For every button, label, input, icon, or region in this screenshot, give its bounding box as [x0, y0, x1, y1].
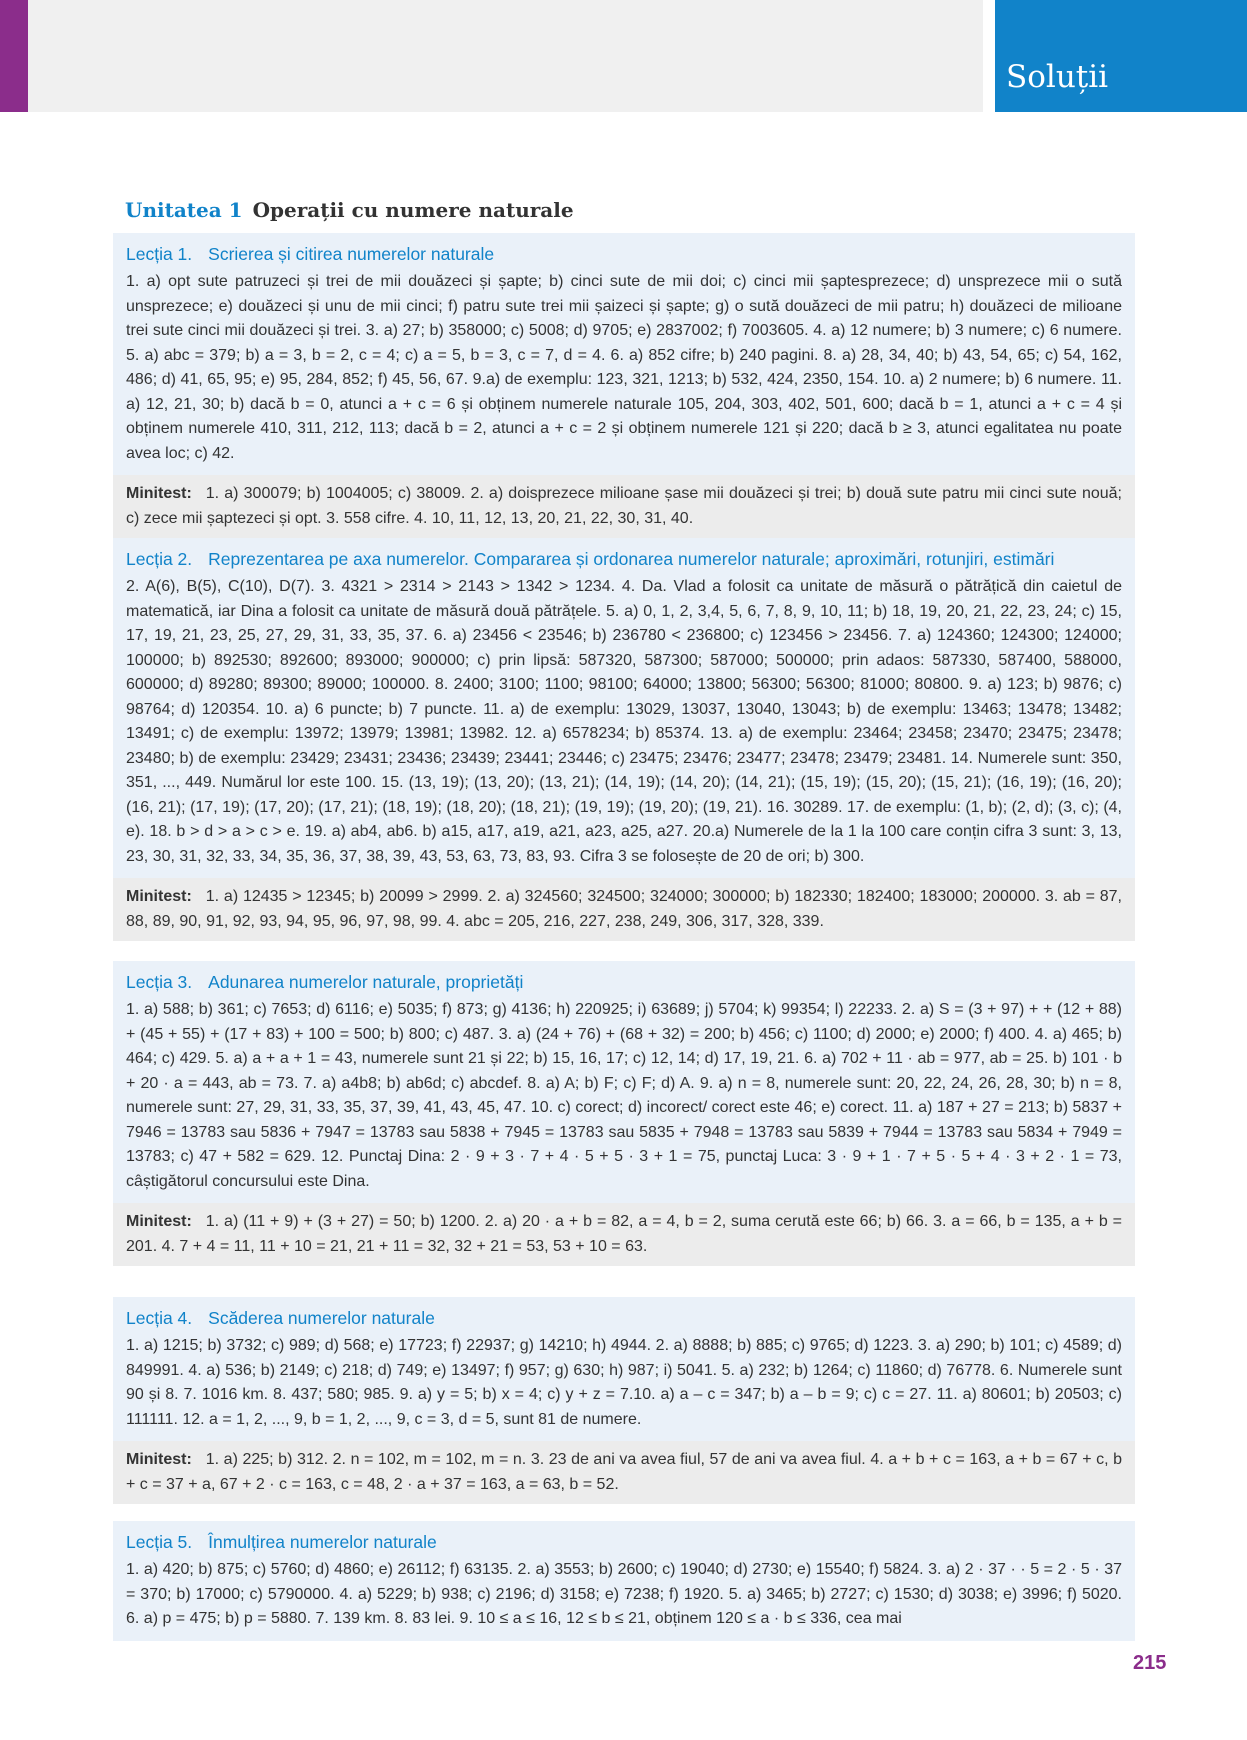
lesson-5-answers: 1. a) 420; b) 875; c) 5760; d) 4860; e) 26112; f) 63135. 2. a) 3553; b) 2600; c) 19040; d) 2730; e) 15540; f) 5824. 3. a) 2 · 37 · · 5 = 2 · 5 · 37 = 370; b) 17000; c) 5790000. 4. a) 5229; b) 938; c) 2196; d) 3158; e) 7238; f) 1920. 5. a) 3465; b) 2727; c) 1530; d) 3038; e) 3996; f) 5020. 6. a) p = 475; b) p = 5880. 7. 139 km. 8. 83 lei. 9. 10 ≤ a ≤ 16, 12 ≤ b ≤ 21, obținem 120 ≤ a · b ≤ 336, cea mai — [126, 1561, 1122, 1627]
lesson-1-label: Lecția 1. — [126, 244, 193, 264]
lesson-3-answers: 1. a) 588; b) 361; c) 7653; d) 6116; e) 5035; f) 873; g) 4136; h) 220925; i) 63689; j) 5704; k) 99354; l) 22233. 2. a) S = (3 + 97) + + (12 + 88) + (45 + 55) + (17 + 83) + 100 = 500; b) 800; c) 487. 3. a) (24 + 76) + (68 + 32) = 200; b) 456; c) 1100; d) 2000; e) 2000; f) 400. 4. a) 465; b) 464; c) 429. 5. a) a + a + 1 = 43, numerele sunt 21 și 22; b) 15, 16, 17; c) 12, 14; d) 17, 19, 21. 6. a) 702 + 11 · ab = 977, ab = 25. b) 101 · b + 20 · a = 443, ab = 73. 7. a) a4b8; b) ab6d; c) abcdef. 8. a) A; b) F; c) F; d) A. 9. a) n = 8, numerele sunt: 20, 22, 24, 26, 28, 30; b) n = 8, numerele sunt: 27, 29, 31, 33, 35, 37, 39, 41, 43, 45, 47. 10. c) corect; d) incorect/ corect este 46; e) corect. 11. a) 187 + 27 = 213; b) 5837 + 7946 = 13783 sau 5836 + 7947 = 13783 sau 5838 + 7945 = 13783 sau 5835 + 7948 = 13783 sau 5839 + 7944 = 13783 sau 5834 + 7949 = 13783; c) 47 + 582 = 629. 12. Punctaj Dina: 2 · 9 + 3 · 7 + 4 · 5 + 5 · 3 + 1 = 75, punctaj Luca: 3 · 9 + 1 · 7 + 5 · 5 + 4 · 3 + 2 · 1 = 73, câștigătorul concursului este Dina. — [126, 1001, 1122, 1190]
lesson-5-label: Lecția 5. — [126, 1532, 193, 1552]
unit-title: Operații cu numere naturale — [252, 198, 574, 222]
lesson-4 — [113, 1297, 1135, 1504]
unit-label: Unitatea 1 — [125, 198, 243, 222]
unit-heading — [125, 198, 574, 222]
lesson-1-answers: 1. a) opt sute patruzeci și trei de mii douăzeci și șapte; b) cinci sute de mii doi; c) cinci mii șaptesprezece; d) unsprezece mii o sută unsprezece; e) douăzeci și unu de mii cinci; f) patru sute trei mii șaizeci și șapte; g) o sută douăzeci de mii patru; h) douăzeci de milioane trei sute cinci mii douăzeci și trei. 3. a) 27; b) 358000; c) 5008; d) 9705; e) 2837002; f) 7003605. 4. a) 12 numere; b) 3 numere; c) 6 numere. 5. a) abc = 379; b) a = 3, b = 2, c = 4; c) a = 5, b = 3, c = 7, d = 4. 6. a) 852 cifre; b) 240 pagini. 8. a) 28, 34, 40; b) 43, 54, 65; c) 54, 162, 486; d) 41, 65, 95; e) 95, 284, 852; f) 45, 56, 67. 9.a) de exemplu: 123, 321, 1213; b) 532, 424, 2350, 154. 10. a) 2 numere; b) 6 numere. 11. a) 12, 21, 30; b) dacă b = 0, atunci a + c = 6 și obținem numerele naturale 105, 204, 303, 402, 501, 600; dacă b = 1, atunci a + c = 4 și obținem numerele 410, 311, 212, 113; dacă b = 2, atunci a + c = 2 și obținem numerele 121 și 220; dacă b ≥ 3, atunci egalitatea nu poate avea loc; c) 42. — [126, 273, 1122, 462]
page-number: 215 — [1133, 1652, 1167, 1674]
lesson-2-title-text: Reprezentarea pe axa numerelor. Compararea și ordonarea numerelor naturale; aproximări, rotunjiri, estimări — [208, 549, 1055, 569]
lesson-1-title — [126, 242, 1122, 266]
lesson-3-body — [113, 961, 1135, 1203]
lesson-1-body — [113, 233, 1135, 475]
minitest-label: Minitest: — [126, 888, 192, 905]
lesson-2-label: Lecția 2. — [126, 549, 193, 569]
lesson-3-minitest — [113, 1203, 1135, 1266]
minitest-label: Minitest: — [126, 485, 192, 502]
lesson-5 — [113, 1521, 1135, 1641]
lesson-5-title-text: Înmulțirea numerelor naturale — [208, 1532, 437, 1552]
minitest-label: Minitest: — [126, 1213, 192, 1230]
lesson-2-minitest — [113, 878, 1135, 941]
header-band — [28, 0, 983, 112]
minitest-answers: 1. a) 300079; b) 1004005; c) 38009. 2. a) doisprezece milioane șase mii douăzeci și trei; b) două sute patru mii cinci sute nouă; c) zece mii șaptezeci și opt. 3. 558 cifre. 4. 10, 11, 12, 13, 20, 21, 22, 30, 31, 40. — [126, 485, 1122, 527]
lesson-1 — [113, 233, 1135, 538]
lesson-3 — [113, 961, 1135, 1266]
top-left-accent-strip — [0, 0, 28, 112]
lesson-3-label: Lecția 3. — [126, 972, 193, 992]
lesson-4-label: Lecția 4. — [126, 1308, 193, 1328]
lesson-2-answers: 2. A(6), B(5), C(10), D(7). 3. 4321 > 2314 > 2143 > 1342 > 1234. 4. Da. Vlad a folosit ca unitate de măsură o pătrățică din caietul de matematică, iar Dina a folosit ca unitate de măsură două pătrățele. 5. a) 0, 1, 2, 3,4, 5, 6, 7, 8, 9, 10, 11; b) 18, 19, 20, 21, 22, 23, 24; c) 15, 17, 19, 21, 23, 25, 27, 29, 31, 33, 35, 37. 6. a) 23456 < 23546; b) 236780 < 236800; c) 123456 > 23456. 7. a) 124360; 124300; 124000; 100000; b) 892530; 892600; 893000; 900000; c) prin lipsă: 587320, 587300; 587000; 500000; prin adaos: 587330, 587400, 588000, 600000; d) 89280; 89300; 89000; 100000. 8. 2400; 3100; 1100; 98100; 64000; 13800; 56300; 56300; 81000; 80800. 9. a) 123; b) 9876; c) 98764; d) 120354. 10. a) 6 puncte; b) 7 puncte. 11. a) de exemplu: 13029, 13037, 13040, 13043; b) de exemplu: 13463; 13478; 13482; 13491; c) de exemplu: 13972; 13979; 13981; 13982. 12. a) 6578234; b) 85374. 13. a) de exemplu: 23464; 23458; 23470; 23475; 23478; 23480; b) de exemplu: 23429; 23431; 23436; 23439; 23441; 23446; c) 23475; 23476; 23477; 23478; 23479; 23481. 14. Numerele sunt: 350, 351, ..., 449. Numărul lor este 100. 15. (13, 19); (13, 20); (13, 21); (14, 19); (14, 20); (14, 21); (15, 19); (15, 20); (15, 21); (16, 19); (16, 20); (16, 21); (17, 19); (17, 20); (17, 21); (18, 19); (18, 20); (18, 21); (19, 19); (19, 20); (19, 21). 16. 30289. 17. de exemplu: (1, b); (2, d); (3, c); (4, e). 18. b > d > a > c > e. 19. a) ab4, ab6. b) a15, a17, a19, a21, a23, a25, a27. 20.a) Numerele de la 1 la 100 care conțin cifra 3 sunt: 3, 13, 23, 30, 31, 32, 33, 34, 35, 36, 37, 38, 39, 43, 53, 63, 73, 83, 93. Cifra 3 se folosește de 20 de ori; b) 300. — [126, 578, 1122, 865]
lesson-3-title-text: Adunarea numerelor naturale, proprietăți — [208, 972, 524, 992]
lesson-2-body — [113, 538, 1135, 878]
lesson-4-title — [126, 1306, 1122, 1330]
lesson-5-title — [126, 1530, 1122, 1554]
lesson-4-body — [113, 1297, 1135, 1441]
section-title: Soluții — [1006, 59, 1109, 95]
lesson-2 — [113, 538, 1135, 941]
lesson-3-title — [126, 970, 1122, 994]
lesson-2-title — [126, 547, 1122, 571]
section-tab — [995, 0, 1247, 112]
minitest-answers: 1. a) 12435 > 12345; b) 20099 > 2999. 2. a) 324560; 324500; 324000; 300000; b) 182330; 182400; 183000; 200000. 3. ab = 87, 88, 89, 90, 91, 92, 93, 94, 95, 96, 97, 98, 99. 4. abc = 205, 216, 227, 238, 249, 306, 317, 328, 339. — [126, 888, 1122, 930]
minitest-label: Minitest: — [126, 1451, 192, 1468]
lesson-4-title-text: Scăderea numerelor naturale — [208, 1308, 435, 1328]
lesson-4-answers: 1. a) 1215; b) 3732; c) 989; d) 568; e) 17723; f) 22937; g) 14210; h) 4944. 2. a) 8888; b) 885; c) 9765; d) 1223. 3. a) 290; b) 101; c) 4589; d) 849991. 4. a) 536; b) 2149; c) 218; d) 749; e) 13497; f) 957; g) 630; h) 987; i) 5041. 5. a) 232; b) 1264; c) 11860; d) 76778. 6. Numerele sunt 90 și 8. 7. 1016 km. 8. 437; 580; 985. 9. a) y = 5; b) x = 4; c) y + z = 7.10. a) a – c = 347; b) a – b = 9; c) c = 27. 11. a) 80601; b) 20503; c) 111111. 12. a = 1, 2, ..., 9, b = 1, 2, ..., 9, c = 3, d = 5, sunt 81 de numere. — [126, 1337, 1122, 1428]
minitest-answers: 1. a) 225; b) 312. 2. n = 102, m = 102, m = n. 3. 23 de ani va avea fiul, 57 de ani va avea fiul. 4. a + b + c = 163, a + b = 67 + c, b + c = 37 + a, 67 + 2 · c = 163, c = 48, 2 · a + 37 = 163, a = 63, b = 52. — [126, 1451, 1122, 1493]
lesson-1-title-text: Scrierea și citirea numerelor naturale — [208, 244, 495, 264]
lesson-4-minitest — [113, 1441, 1135, 1504]
minitest-answers: 1. a) (11 + 9) + (3 + 27) = 50; b) 1200. 2. a) 20 · a + b = 82, a = 4, b = 2, suma cerută este 66; b) 66. 3. a = 66, b = 135, a + b = 201. 4. 7 + 4 = 11, 11 + 10 = 21, 21 + 11 = 32, 32 + 21 = 53, 53 + 10 = 63. — [126, 1213, 1122, 1255]
lesson-5-body — [113, 1521, 1135, 1641]
lesson-1-minitest — [113, 475, 1135, 538]
